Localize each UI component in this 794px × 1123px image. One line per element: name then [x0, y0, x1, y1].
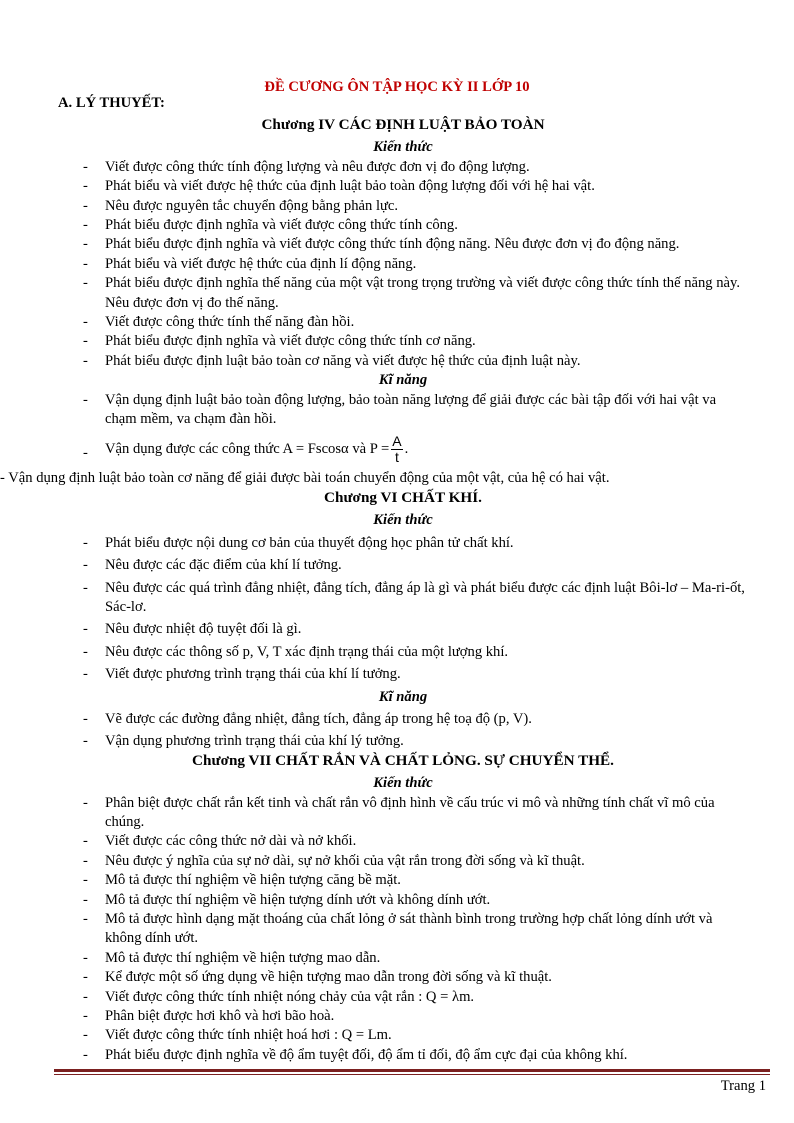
list-item: - Nêu được ý nghĩa của sự nở dài, sự nở khối của vật rắn trong đời sống và kĩ thuật. [83, 852, 585, 869]
list-item: - Nêu được nguyên tắc chuyển động bằng phản lực. [83, 197, 399, 214]
list-item: - Nêu được các quá trình đẳng nhiệt, đẳng tích, đẳng áp là gì và phát biểu được các định luật Bôi-lơ – Ma-ri-ốt, Sác-lơ. [83, 579, 745, 615]
list-item: - Mô tả được thí nghiệm về hiện tượng dính ướt và không dính ướt. [83, 891, 491, 908]
section-a-heading: A. LÝ THUYẾT: [58, 95, 165, 111]
list-item: - Vận dụng được các công thức A = Fscosα và P = $\frac{A}{t}$ . [83, 432, 409, 465]
list-item: - Viết được công thức tính động lượng và nêu được đơn vị đo động lượng. [83, 158, 530, 175]
chapter-7-knowledge-heading: Kiến thức [373, 775, 433, 792]
list-item: - Phân biệt được chất rắn kết tinh và chất rắn vô định hình về cấu trúc vi mô và những tính chất vĩ mô của chúng. [83, 794, 715, 830]
chapter-4-knowledge-list [58, 158, 748, 371]
list-item: - Vận dụng định luật bảo toàn động lượng, bảo toàn năng lượng để giải được các bài tập đối với hai vật va chạm mềm, va chạm đàn hồi. [83, 391, 717, 428]
list-item: - Phân biệt được hơi khô và hơi bão hoà. [83, 1008, 335, 1025]
chapter-4-skills-list [58, 391, 748, 465]
chapter-6-knowledge-list [58, 534, 748, 685]
power-fraction: $\frac{A}{t}$ [392, 432, 402, 465]
chapter-4-title: Chương IV CÁC ĐỊNH LUẬT BẢO TOÀN [261, 116, 545, 133]
list-item: - Nêu được các thông số p, V, T xác định trạng thái của một lượng khí. [83, 643, 509, 660]
list-item: - Mô tả được thí nghiệm về hiện tượng căng bề mặt. [83, 872, 401, 889]
list-item: - Vận dụng phương trình trạng thái của khí lý tưởng. [83, 733, 404, 750]
list-item: - Vẽ được các đường đẳng nhiệt, đẳng tích, đẳng áp trong hệ toạ độ (p, V). [83, 710, 532, 727]
chapter-6-title: Chương VI CHẤT KHÍ. [324, 488, 482, 506]
chapter-6-skills-heading: Kĩ năng [378, 688, 428, 705]
chapter-6-skills-list [58, 710, 748, 752]
footer-rule-thick [54, 1069, 770, 1072]
chapter-4-knowledge-heading: Kiến thức [373, 139, 433, 156]
chapter-4-skill-note: - Vận dụng định luật bảo toàn cơ năng để giải được bài toán chuyển động của một vật, của hệ có hai vật. [0, 469, 610, 486]
chapter-4-skills-heading: Kĩ năng [378, 372, 428, 389]
list-item: - Phát biểu được định nghĩa và viết được công thức tính công. [83, 217, 458, 234]
list-item: - Phát biểu và viết được hệ thức của định luật bảo toàn động lượng đối với hệ hai vật. [83, 178, 595, 195]
list-item: - Nêu được các đặc điểm của khí lí tưởng. [83, 557, 342, 574]
list-item: - Kể được một số ứng dụng về hiện tượng mao dẫn trong đời sống và kĩ thuật. [83, 969, 552, 986]
chapter-6-knowledge-heading: Kiến thức [373, 512, 433, 529]
list-item: - Phát biểu được nội dung cơ bản của thuyết động học phân tử chất khí. [83, 534, 514, 551]
list-item: - Viết được các công thức nở dài và nở khối. [83, 833, 357, 850]
page-number: Trang 1 [720, 1078, 766, 1094]
list-item: - Phát biểu và viết được hệ thức của định lí động năng. [83, 255, 417, 272]
document-body [0, 115, 748, 1065]
list-item: - Phát biểu được định nghĩa và viết được công thức tính cơ năng. [83, 333, 476, 350]
chapter-7-knowledge-list [58, 794, 748, 1066]
chapter-7-title: Chương VII CHẤT RẮN VÀ CHẤT LỎNG. SỰ CHUYỂN THỂ. [192, 751, 614, 769]
list-item: - Mô tả được hình dạng mặt thoáng của chất lỏng ở sát thành bình trong trường hợp chất lỏng dính ướt và không dính ướt. [83, 911, 713, 947]
list-item: - Phát biểu được định nghĩa và viết được công thức tính động năng. Nêu được đơn vị đo động năng. [83, 236, 680, 253]
list-item: - Viết được công thức tính nhiệt nóng chảy của vật rắn : Q = λm. [83, 988, 475, 1005]
document-title: ĐỀ CƯƠNG ÔN TẬP HỌC KỲ II LỚP 10 [264, 79, 530, 95]
list-item: - Viết được phương trình trạng thái của khí lí tưởng. [83, 666, 401, 683]
list-item: - Phát biểu được định luật bảo toàn cơ năng và viết được hệ thức của định luật này. [83, 352, 581, 369]
list-item: - Phát biểu được định nghĩa thế năng của một vật trong trọng trường và viết được công thức tính thế năng này. Nêu được đơn vị đo thế năng. [83, 275, 741, 311]
list-item: - Viết được công thức tính thế năng đàn hồi. [83, 314, 355, 331]
list-item: - Mô tả được thí nghiệm về hiện tượng mao dẫn. [83, 949, 381, 966]
footer-rule-thin [54, 1074, 770, 1075]
list-item: - Viết được công thức tính nhiệt hoá hơi : Q = Lm. [83, 1027, 392, 1044]
list-item: - Nêu được nhiệt độ tuyệt đối là gì. [83, 621, 302, 638]
list-item: - Phát biểu được định nghĩa về độ ẩm tuyệt đối, độ ẩm tỉ đối, độ ẩm cực đại của không khí. [83, 1046, 628, 1063]
